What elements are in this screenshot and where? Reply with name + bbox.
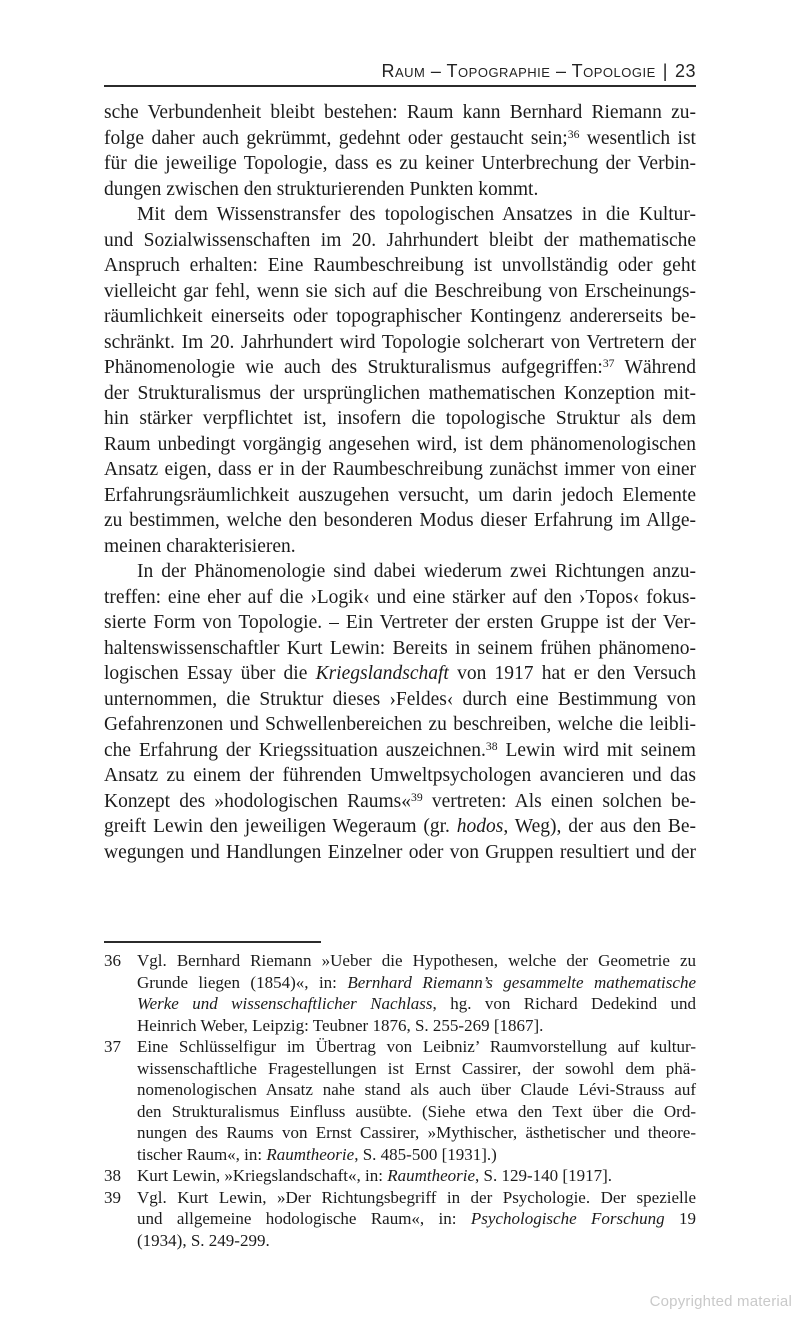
text-line: für die jeweilige Topologie, dass es zu keiner Unterbrechung der Verbin- [104, 153, 696, 174]
text-line: Ansatz eigen, dass er in der Raumbeschreibung zunächst immer von einer [104, 459, 696, 480]
footnote-separator [104, 941, 321, 943]
footnote-line: nungen des Raums von Ernst Cassirer, »Mythischer, ästhetischer und theore- [137, 1123, 696, 1142]
text-line: hin stärker verpflichtet ist, insofern die topologische Struktur als dem [104, 408, 696, 429]
footnote-list [104, 950, 696, 1251]
text-line: logischen Essay über die Kriegslandschaft von 1917 hat er den Versuch [104, 663, 696, 684]
body-text [104, 100, 696, 865]
text-line: wegungen und Handlungen Einzelner oder von Gruppen resultiert und der [104, 841, 696, 863]
text-line: greift Lewin den jeweiligen Wegeraum (gr. hodos, Weg), der aus den Be- [104, 816, 696, 837]
footnote-line: Eine Schlüsselfigur im Übertrag von Leibniz’ Raumvorstellung auf kultur- [137, 1037, 696, 1056]
header-rule [104, 85, 696, 87]
text-line: In der Phänomenologie sind dabei wiederum zwei Richtungen anzu- [137, 561, 696, 582]
footnote-line: (1934), S. 249-299. [137, 1230, 270, 1250]
footnote-item [104, 1036, 696, 1165]
text-line: Phänomenologie wie auch des Strukturalismus aufgegriffen:$^{37}$ Während [104, 357, 696, 378]
footnote-line: nomenologischen Ansatz nahe stand als auch über Claude Lévi-Strauss auf [137, 1080, 696, 1099]
text-line: unternommen, die Struktur dieses ›Feldes‹ durch eine Bestimmung von [104, 688, 696, 710]
footnote-line: den Strukturalismus Einfluss ausübte. (Siehe etwa den Text über die Ord- [137, 1101, 696, 1121]
running-header [104, 60, 696, 82]
footnote-number: 36 [104, 951, 121, 970]
footnote-line: Heinrich Weber, Leipzig: Teubner 1876, S. 255-269 [1867]. [137, 1015, 544, 1035]
footnote-reference: 37 [602, 357, 615, 371]
text-line: sierte Form von Topologie. – Ein Vertreter der ersten Gruppe ist der Ver- [104, 612, 696, 633]
text-line: meinen charakterisieren. [104, 535, 296, 557]
footnote-reference: 39 [411, 790, 423, 804]
footnote-number: 37 [104, 1037, 121, 1056]
text-line: räumlichkeit einerseits oder topographischer Kontingenz andererseits be- [104, 306, 696, 327]
footnote-item [104, 1165, 696, 1187]
page-number: 23 [674, 61, 696, 81]
footnote-line: Vgl. Bernhard Riemann »Ueber die Hypothesen, welche der Geometrie zu [137, 951, 696, 970]
footnote-item [104, 950, 696, 1036]
text-line: schränkt. Im 20. Jahrhundert wird Topologie solcherart von Vertretern der [104, 331, 696, 353]
text-line: der Strukturalismus der ursprünglichen mathematischen Konzeption mit- [104, 382, 696, 404]
text-line: folge daher auch gekrümmt, gedehnt oder gestaucht sein;$^{36}$ wesentlich ist [104, 127, 696, 149]
text-line: haltenswissenschaftler Kurt Lewin: Bereits in seinem frühen phänomeno- [104, 637, 696, 659]
text-line: dungen zwischen den strukturierenden Punkten kommt. [104, 178, 539, 200]
text-line: zu bestimmen, welche den besonderen Modus dieser Erfahrung im Allge- [104, 510, 696, 531]
footnote-line: Kurt Lewin, »Kriegslandschaft«, in: Raumtheorie, S. 129-140 [1917]. [137, 1166, 612, 1185]
text-line: Ansatz zu einem der führenden Umweltpsychologen avancieren und das [104, 765, 696, 786]
text-line: che Erfahrung der Kriegssituation auszeichnen.$^{38}$ Lewin wird mit seinem [104, 739, 696, 761]
footnote-line: tischer Raum«, in: Raumtheorie, S. 485-500 [1931].) [137, 1144, 497, 1164]
text-line: vielleicht gar fehl, wenn sie sich auf die Beschreibung von Erscheinungs- [104, 280, 696, 302]
text-line: sche Verbundenheit bleibt bestehen: Raum kann Bernhard Riemann zu- [104, 102, 696, 123]
text-line: Konzept des »hodologischen Raums«$^{39}$ vertreten: Als einen solchen be- [104, 790, 696, 812]
footnote-line: Werke und wissenschaftlicher Nachlass, hg. von Richard Dedekind und [137, 994, 696, 1013]
text-line: und Sozialwissenschaften im 20. Jahrhundert bleibt der mathematische [104, 229, 696, 251]
footnote-line: Vgl. Kurt Lewin, »Der Richtungsbegriff in der Psychologie. Der spezielle [137, 1187, 696, 1207]
copyright-watermark: Copyrighted material [649, 1293, 792, 1310]
text-line: Raum unbedingt vorgängig angesehen wird, ist dem phänomenologischen [104, 433, 696, 455]
footnote-item [104, 1187, 696, 1252]
footnote-line: Grunde liegen (1854)«, in: Bernhard Riemann’s gesammelte mathematische [137, 972, 696, 992]
footnote-line: und allgemeine hodologische Raum«, in: Psychologische Forschung 19 [137, 1209, 697, 1228]
text-line: Anspruch erhalten: Eine Raumbeschreibung ist unvollständig oder geht [104, 255, 696, 276]
header-divider: | [662, 61, 668, 81]
text-line: Erfahrungsräumlichkeit auszugehen versucht, um darin jedoch Elemente [104, 484, 696, 506]
footnote-number: 39 [104, 1187, 121, 1207]
footnote-number: 38 [104, 1166, 121, 1185]
header-title: Raum – Topographie – Topologie [381, 61, 656, 81]
footnote-reference: 38 [485, 739, 498, 753]
text-line: treffen: eine eher auf die ›Logik‹ und eine stärker auf den ›Topos‹ fokus- [104, 586, 696, 608]
text-line: Gefahrenzonen und Schwellenbereichen zu beschreiben, welche die leibli- [104, 714, 696, 735]
footnote-reference: 36 [567, 127, 580, 141]
footnote-line: wissenschaftliche Fragestellungen ist Ernst Cassirer, der sowohl dem phä- [137, 1058, 696, 1078]
text-line: Mit dem Wissenstransfer des topologischen Ansatzes in die Kultur- [137, 204, 696, 225]
